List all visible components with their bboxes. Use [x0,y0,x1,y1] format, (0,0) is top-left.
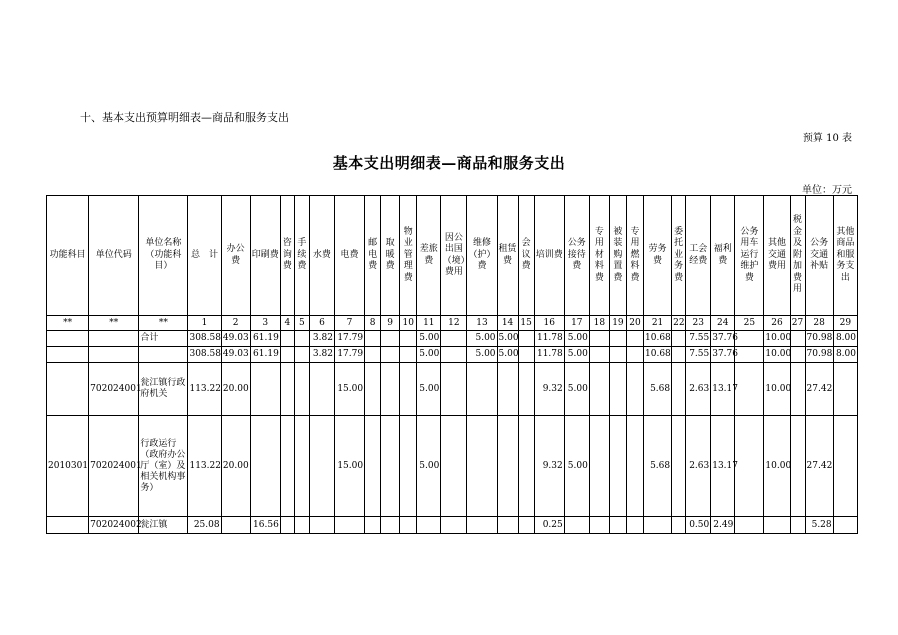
table-cell: 5.28 [805,517,833,534]
table-cell: 49.03 [221,347,250,363]
table-cell [589,347,609,363]
table-cell: 5.00 [497,347,518,363]
column-header: 被装购置费 [609,196,626,316]
table-cell [47,517,89,534]
table-cell: 15.00 [334,363,364,416]
column-header: 单位名称（功能科目） [139,196,188,316]
table-cell: 瓮江镇行政府机关 [139,363,188,416]
table-cell: 702024002 [89,517,139,534]
table-cell [400,517,417,534]
table-cell [309,363,334,416]
table-cell: 20 [626,316,643,331]
table-cell [294,363,309,416]
table-cell [626,347,643,363]
table-cell: 5.00 [564,416,589,517]
table-cell [294,416,309,517]
table-cell [441,331,467,347]
table-cell [47,363,89,416]
table-row [47,363,858,416]
table-cell: 5.00 [417,363,441,416]
table-cell [400,416,417,517]
table-cell [735,517,764,534]
table-cell: 11.78 [534,347,564,363]
table-cell: 17.79 [334,347,364,363]
table-cell: 8 [365,316,381,331]
table-cell: 17.79 [334,331,364,347]
column-header: 会议费 [518,196,534,316]
column-header: 咨询费 [280,196,294,316]
table-cell: 13.17 [711,416,735,517]
column-header: 工会经费 [686,196,711,316]
table-cell: 2.49 [711,517,735,534]
table-cell: 11.78 [534,331,564,347]
table-cell: 27.42 [805,416,833,517]
table-cell [497,363,518,416]
table-cell [589,363,609,416]
table-cell: 70.98 [805,331,833,347]
table-cell [518,416,534,517]
table-cell: 17 [564,316,589,331]
table-cell [672,331,686,347]
table-cell [790,331,805,347]
table-cell: 13.17 [711,363,735,416]
column-header: 专用材料费 [589,196,609,316]
column-header: 邮电费 [365,196,381,316]
table-cell [89,347,139,363]
table-cell: 27 [790,316,805,331]
table-cell: 2010301 [47,416,89,517]
table-cell: 行政运行（政府办公厅（室）及相关机构事务） [139,416,188,517]
table-cell: 8.00 [833,347,857,363]
table-cell: 12 [441,316,467,331]
table-cell [497,416,518,517]
table-cell: 10 [400,316,417,331]
table-cell [89,331,139,347]
column-header: 维修（护）费 [467,196,497,316]
table-cell [381,331,400,347]
table-cell: 5.00 [467,331,497,347]
table-cell [280,416,294,517]
table-cell [365,363,381,416]
table-cell [400,363,417,416]
column-header: 福利费 [711,196,735,316]
section-heading: 十、基本支出预算明细表—商品和服务支出 [80,111,289,124]
table-cell: 25 [735,316,764,331]
table-cell: 6 [309,316,334,331]
table-cell [365,347,381,363]
table-cell: 0.25 [534,517,564,534]
column-header: 因公出国（境）费用 [441,196,467,316]
table-cell: 2 [221,316,250,331]
table-cell [221,517,250,534]
table-cell: 20.00 [221,363,250,416]
table-cell: 702024001 [89,363,139,416]
table-cell: 5.68 [644,416,672,517]
table-cell [47,331,89,347]
table-cell: 2.63 [686,416,711,517]
table-cell [441,517,467,534]
table-cell: 23 [686,316,711,331]
table-cell [564,517,589,534]
table-cell: 702024001 [89,416,139,517]
table-cell [294,517,309,534]
table-cell [644,517,672,534]
column-header: 差旅费 [417,196,441,316]
table-cell: 5.00 [497,331,518,347]
table-cell: 5.00 [417,416,441,517]
table-cell: 9.32 [534,416,564,517]
table-cell [441,416,467,517]
table-cell [365,517,381,534]
column-header: 税金及附加费用 [790,196,805,316]
column-header: 其他商品和服务支出 [833,196,857,316]
table-cell [735,363,764,416]
header-row [47,196,858,316]
table-cell [441,347,467,363]
table-cell: 26 [764,316,790,331]
table-cell: 11 [417,316,441,331]
table-cell: 18 [589,316,609,331]
table-row [47,331,858,347]
table-cell: 24 [711,316,735,331]
column-header: 租赁费 [497,196,518,316]
table-cell [280,331,294,347]
index-row [47,316,858,331]
table-cell [609,517,626,534]
table-cell: 1 [188,316,221,331]
table-cell: 10.00 [764,347,790,363]
column-header: 公务用车运行维护费 [735,196,764,316]
column-header: 专用燃料费 [626,196,643,316]
table-cell [626,517,643,534]
table-cell: 61.19 [250,347,280,363]
table-cell [497,517,518,534]
table-cell: 5.00 [564,363,589,416]
table-cell: 9 [381,316,400,331]
table-cell [309,416,334,517]
table-cell [280,347,294,363]
table-cell [672,363,686,416]
table-cell: 5.00 [564,331,589,347]
table-cell [467,416,497,517]
table-cell: 37.76 [711,331,735,347]
table-cell: 5.00 [417,347,441,363]
table-cell [381,363,400,416]
table-cell: 5.00 [417,331,441,347]
table-cell [381,416,400,517]
table-cell [626,363,643,416]
table-row [47,416,858,517]
column-header: 手续费 [294,196,309,316]
table-cell [400,331,417,347]
table-cell: ** [47,316,89,331]
table-cell: 22 [672,316,686,331]
table-cell [381,517,400,534]
table-cell: 14 [497,316,518,331]
table-cell: 2.63 [686,363,711,416]
table-cell [441,363,467,416]
table-cell [589,416,609,517]
column-header: 办公费 [221,196,250,316]
column-header: 其他交通费用 [764,196,790,316]
table-cell: 70.98 [805,347,833,363]
table-cell [609,416,626,517]
table-cell [294,347,309,363]
table-row [47,517,858,534]
table-cell: 5.00 [564,347,589,363]
table-cell: 113.22 [188,416,221,517]
table-cell: 13 [467,316,497,331]
table-cell: 29 [833,316,857,331]
table-cell [790,416,805,517]
column-header: 电费 [334,196,364,316]
table-cell [139,347,188,363]
table-cell: 0.50 [686,517,711,534]
table-cell [400,347,417,363]
table-cell [589,331,609,347]
table-cell: 61.19 [250,331,280,347]
table-cell: 瓮江镇 [139,517,188,534]
column-header: 物业管理费 [400,196,417,316]
table-cell: 20.00 [221,416,250,517]
table-cell: 113.22 [188,363,221,416]
table-cell: 27.42 [805,363,833,416]
table-cell [365,416,381,517]
table-cell [518,363,534,416]
table-cell: 15 [518,316,534,331]
table-cell [790,363,805,416]
table-cell: ** [89,316,139,331]
table-cell [790,517,805,534]
table-cell [294,331,309,347]
table-cell [47,347,89,363]
table-cell [609,347,626,363]
table-cell [334,517,364,534]
column-header: 培训费 [534,196,564,316]
table-cell: 合计 [139,331,188,347]
table-cell [280,363,294,416]
column-header: 功能科目 [47,196,89,316]
column-header: 公务交通补贴 [805,196,833,316]
table-cell [467,363,497,416]
table-cell: 9.32 [534,363,564,416]
expenditure-table [46,195,858,534]
table-cell [672,416,686,517]
table-cell [626,416,643,517]
table-cell: 8.00 [833,331,857,347]
table-cell: 3.82 [309,347,334,363]
table-cell: 5 [294,316,309,331]
table-cell: 3.82 [309,331,334,347]
table-code: 预算 10 表 [802,133,852,144]
column-header: 劳务费 [644,196,672,316]
table-cell: 5.00 [467,347,497,363]
table-cell: 28 [805,316,833,331]
table-cell [833,363,857,416]
table-cell: 3 [250,316,280,331]
column-header: 总 计 [188,196,221,316]
table-cell: 16 [534,316,564,331]
table-cell: 4 [280,316,294,331]
column-header: 单位代码 [89,196,139,316]
table-cell [518,347,534,363]
table-cell [589,517,609,534]
table-cell [609,331,626,347]
table-row [47,347,858,363]
table-cell [309,517,334,534]
table-cell [790,347,805,363]
table-cell [365,331,381,347]
column-header: 印刷费 [250,196,280,316]
table-cell: 10.68 [644,347,672,363]
table-cell [735,416,764,517]
page-title: 基本支出明细表—商品和服务支出 [332,154,566,172]
table-cell: 49.03 [221,331,250,347]
table-cell: 25.08 [188,517,221,534]
table-cell: ** [139,316,188,331]
table-cell [518,331,534,347]
column-header: 公务接待费 [564,196,589,316]
table-cell [833,416,857,517]
table-cell [672,347,686,363]
table-cell: 21 [644,316,672,331]
table-cell [626,331,643,347]
table-cell [833,517,857,534]
table-cell: 308.58 [188,331,221,347]
table-cell [467,517,497,534]
table-cell [417,517,441,534]
table-cell: 10.00 [764,363,790,416]
table-cell: 37.76 [711,347,735,363]
table-cell [609,363,626,416]
table-cell: 7 [334,316,364,331]
table-cell: 7.55 [686,331,711,347]
table-cell: 7.55 [686,347,711,363]
table-cell [250,363,280,416]
table-cell [672,517,686,534]
table-cell [280,517,294,534]
table-cell [250,416,280,517]
table-cell [764,517,790,534]
unit-label: 单位：万元 [802,185,852,196]
table-cell [518,517,534,534]
table-cell: 308.58 [188,347,221,363]
table-cell: 10.68 [644,331,672,347]
table-cell: 10.00 [764,416,790,517]
table-cell: 5.68 [644,363,672,416]
table-cell: 19 [609,316,626,331]
table-cell: 10.00 [764,331,790,347]
column-header: 取暖费 [381,196,400,316]
table-cell: 16.56 [250,517,280,534]
table-cell [381,347,400,363]
column-header: 水费 [309,196,334,316]
table-cell [735,331,764,347]
table-cell: 15.00 [334,416,364,517]
table-cell [735,347,764,363]
column-header: 委托业务费 [672,196,686,316]
